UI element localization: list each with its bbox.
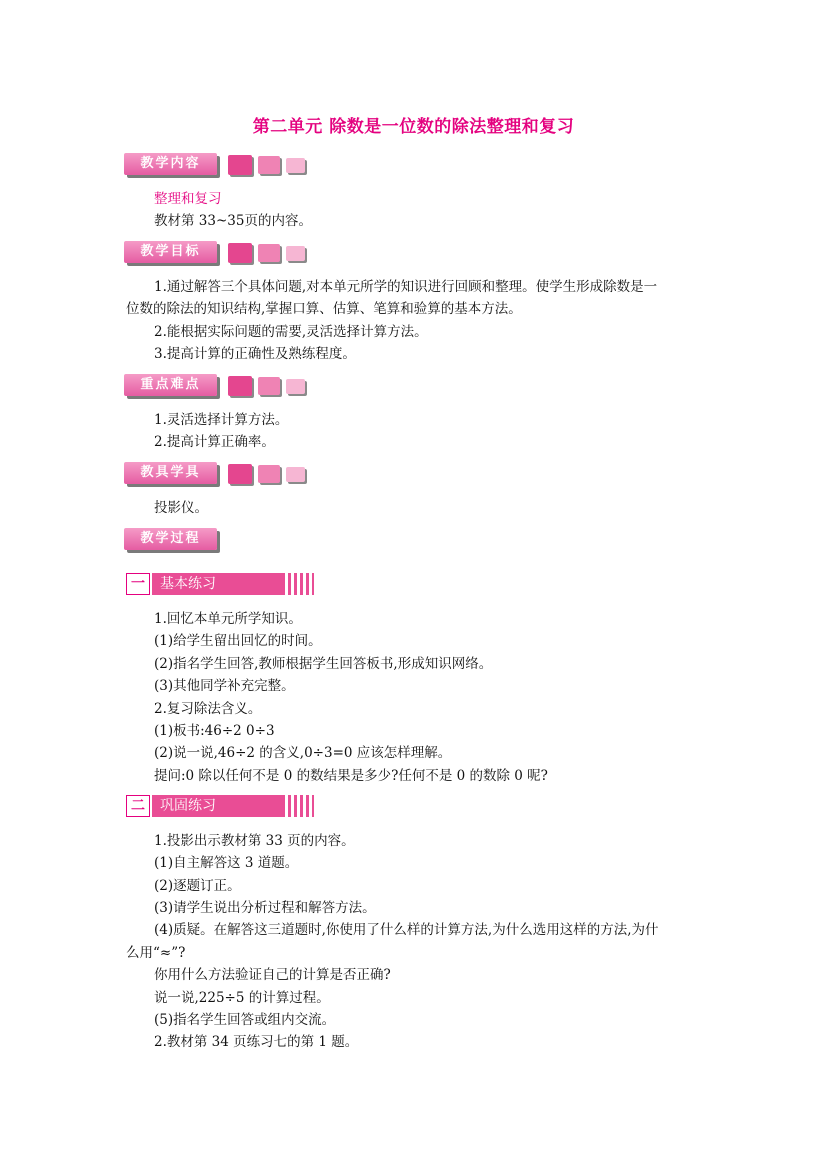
text-line: (2)指名学生回答,教师根据学生回答板书,形成知识网络。 [154,656,493,672]
decor-square [286,467,305,482]
decor-square [228,155,252,175]
text-line: 投影仪。 [154,500,208,516]
decor-square [258,156,280,174]
text-line: (4)质疑。在解答这三道题时,你使用了什么样的计算方法,为什么选用这样的方法,为什 [154,922,659,938]
part-header-2 [126,795,314,817]
text-line: (1)自主解答这 3 道题。 [154,855,299,871]
text-line: 3.提高计算的正确性及熟练程度。 [154,346,356,362]
text-line: 提问:0 除以任何不是 0 的数结果是多少?任何不是 0 的数除 0 呢? [154,768,548,784]
text-line: (5)指名学生回答或组内交流。 [154,1012,336,1028]
text-line: 2.提高计算正确率。 [154,434,275,450]
section-label-tools: 教具学具 [124,462,217,484]
section-label-goals: 教学目标 [124,241,217,263]
text-line: (3)请学生说出分析过程和解答方法。 [154,900,376,916]
section-label-process: 教学过程 [124,528,217,550]
part-number: 一 [126,573,150,595]
part-number: 二 [126,795,150,817]
decor-stripes [282,795,314,817]
text-line: 位数的除法的知识结构,掌握口算、估算、笔算和验算的基本方法。 [126,301,522,317]
text-line: 你用什么方法验证自己的计算是否正确? [154,967,391,983]
text-line: (2)说一说,46÷2 的含义,0÷3=0 应该怎样理解。 [154,745,452,761]
text-line: (2)逐题订正。 [154,878,241,894]
text-line: (1)给学生留出回忆的时间。 [154,633,322,649]
text-line: 教材第 33~35页的内容。 [154,213,312,229]
decor-square [228,243,252,263]
text-line: (1)板书:46÷2 0÷3 [154,723,275,739]
decor-square [286,246,305,261]
decor-stripes [282,573,314,595]
section-label-content: 教学内容 [124,153,217,175]
decor-square [228,464,252,484]
text-line: 1.投影出示教材第 33 页的内容。 [154,833,355,849]
text-line: 说一说,225÷5 的计算过程。 [154,990,330,1006]
decor-square [286,158,305,173]
section-label-focus: 重点难点 [124,374,217,396]
text-line: 2.教材第 34 页练习七的第 1 题。 [154,1034,359,1050]
text-line: 1.通过解答三个具体问题,对本单元所学的知识进行回顾和整理。使学生形成除数是一 [154,279,658,295]
text-line: 1.回忆本单元所学知识。 [154,611,302,627]
part-title: 基本练习 [152,573,282,595]
text-line: 2.能根据实际问题的需要,灵活选择计算方法。 [154,324,428,340]
decor-square [258,377,280,395]
decor-square [258,465,280,483]
text-line: 1.灵活选择计算方法。 [154,412,289,428]
text-line: (3)其他同学补充完整。 [154,678,295,694]
section-subtitle: 整理和复习 [154,191,222,207]
decor-square [286,379,305,394]
text-line: 么用“≈”? [126,945,186,961]
decor-square [258,244,280,262]
decor-square [228,376,252,396]
part-header-1 [126,573,314,595]
text-line: 2.复习除法含义。 [154,701,262,717]
part-title: 巩固练习 [152,795,282,817]
page-title: 第二单元 除数是一位数的除法整理和复习 [252,117,575,137]
